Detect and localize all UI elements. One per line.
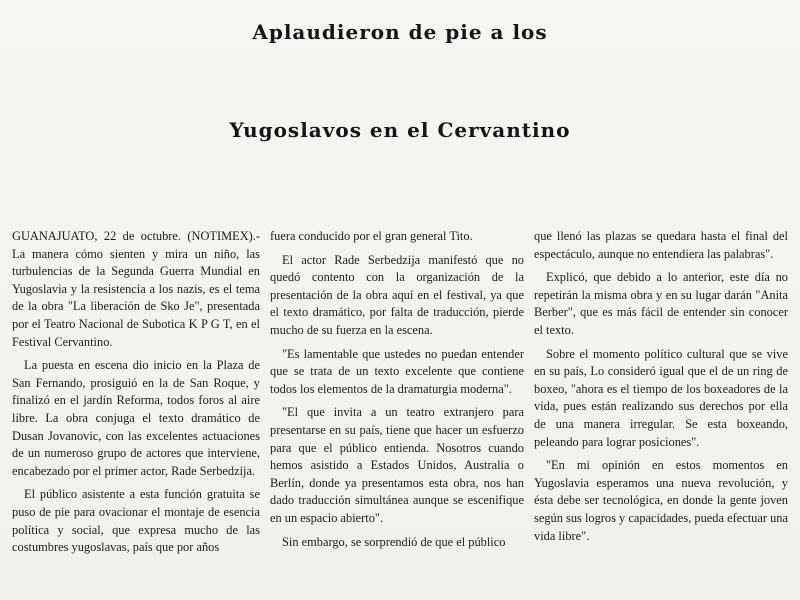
column-3-paragraph-4: "En mi opinión en estos momentos en Yugoslavia esperamos una nueva revolución, y ésta debe ser tecnológica, en donde la gente joven según sus logros y capacidades, pueda efectuar una vida libre". bbox=[534, 458, 788, 543]
column-1-paragraph-1: GUANAJUATO, 22 de octubre. (NOTIMEX).- La manera cómo sienten y mira un niño, las turbulencias de la Segunda Guerra Mundial en Yugoslavia y la resistencia a los nazis, es el tema de la obra "La liberación de Sko Je", presentada por el Teatro Nacional de Subotica K P G T, en el Festival Cervantino. bbox=[12, 229, 260, 349]
article-column-3 bbox=[534, 228, 788, 545]
column-2-paragraph-2: El actor Rade Serbedzija manifestó que no quedó contento con la organización de la presentación de la obra aquí en el festival, ya que el texto dramático, por falta de traducción, pierde mucho de su fuerza en la escena. bbox=[270, 252, 524, 337]
column-2-paragraph-1: fuera conducido por el gran general Tito. bbox=[270, 229, 473, 243]
column-2-paragraph-4: "El que invita a un teatro extranjero para presentarse en su país, tiene que hacer un esfuerzo para que el público entienda. Nosotros cuando hemos asistido a Estados Unidos, Australia o Berlín, donde ya presentamos esta obra, nos han dado traducción simultánea aunque se escenifique en un espacio abierto". bbox=[270, 405, 524, 525]
headline-line-1: Aplaudieron de pie a los bbox=[252, 20, 548, 44]
column-2-paragraph-3: "Es lamentable que ustedes no puedan entender que se trata de un texto excelente que contiene todos los elementos de la dramaturgia moderna". bbox=[270, 346, 524, 396]
article-column-1 bbox=[12, 228, 260, 557]
column-1-paragraph-3: El público asistente a esta función gratuita se puso de pie para ovacionar el montaje de esencia política y social, que expresa mucho de las costumbres yugoslavas, país que por años bbox=[12, 487, 260, 555]
column-3-paragraph-3: Sobre el momento político cultural que se vive en su país, Lo consideró igual que el de un ring de boxeo, "ahora es el tiempo de los boxeadores de la vida, pues están realizando sus derechos por ella de una manera irregular. Se esta boxeando, peleando para lograr posiciones". bbox=[534, 346, 788, 449]
column-2-paragraph-5: Sin embargo, se sorprendió de que el público bbox=[282, 534, 506, 549]
column-3-paragraph-2: Explicó, que debido a lo anterior, este día no repetirán la misma obra y en su lugar darán "Anita Berber", que es más fácil de entender sin conocer el texto. bbox=[534, 270, 788, 337]
column-1-paragraph-2: La puesta en escena dio inicio en la Plaza de San Fernando, prosiguió en la de San Roque, y finalizó en el jardín Reforma, todos foros al aire libre. La obra conjuga el texto dramático de Dusan Jovanovic, con las excelentes actuaciones de un numeroso grupo de actores que interviene, encabezado por el primer actor, Rade Serbedzija. bbox=[12, 358, 260, 478]
headline-line-2: Yugoslavos en el Cervantino bbox=[229, 118, 571, 142]
article-column-2 bbox=[270, 228, 524, 551]
column-3-paragraph-1: que llenó las plazas se quedara hasta el final del espectáculo, aunque no entendiera las palabras". bbox=[534, 229, 788, 261]
